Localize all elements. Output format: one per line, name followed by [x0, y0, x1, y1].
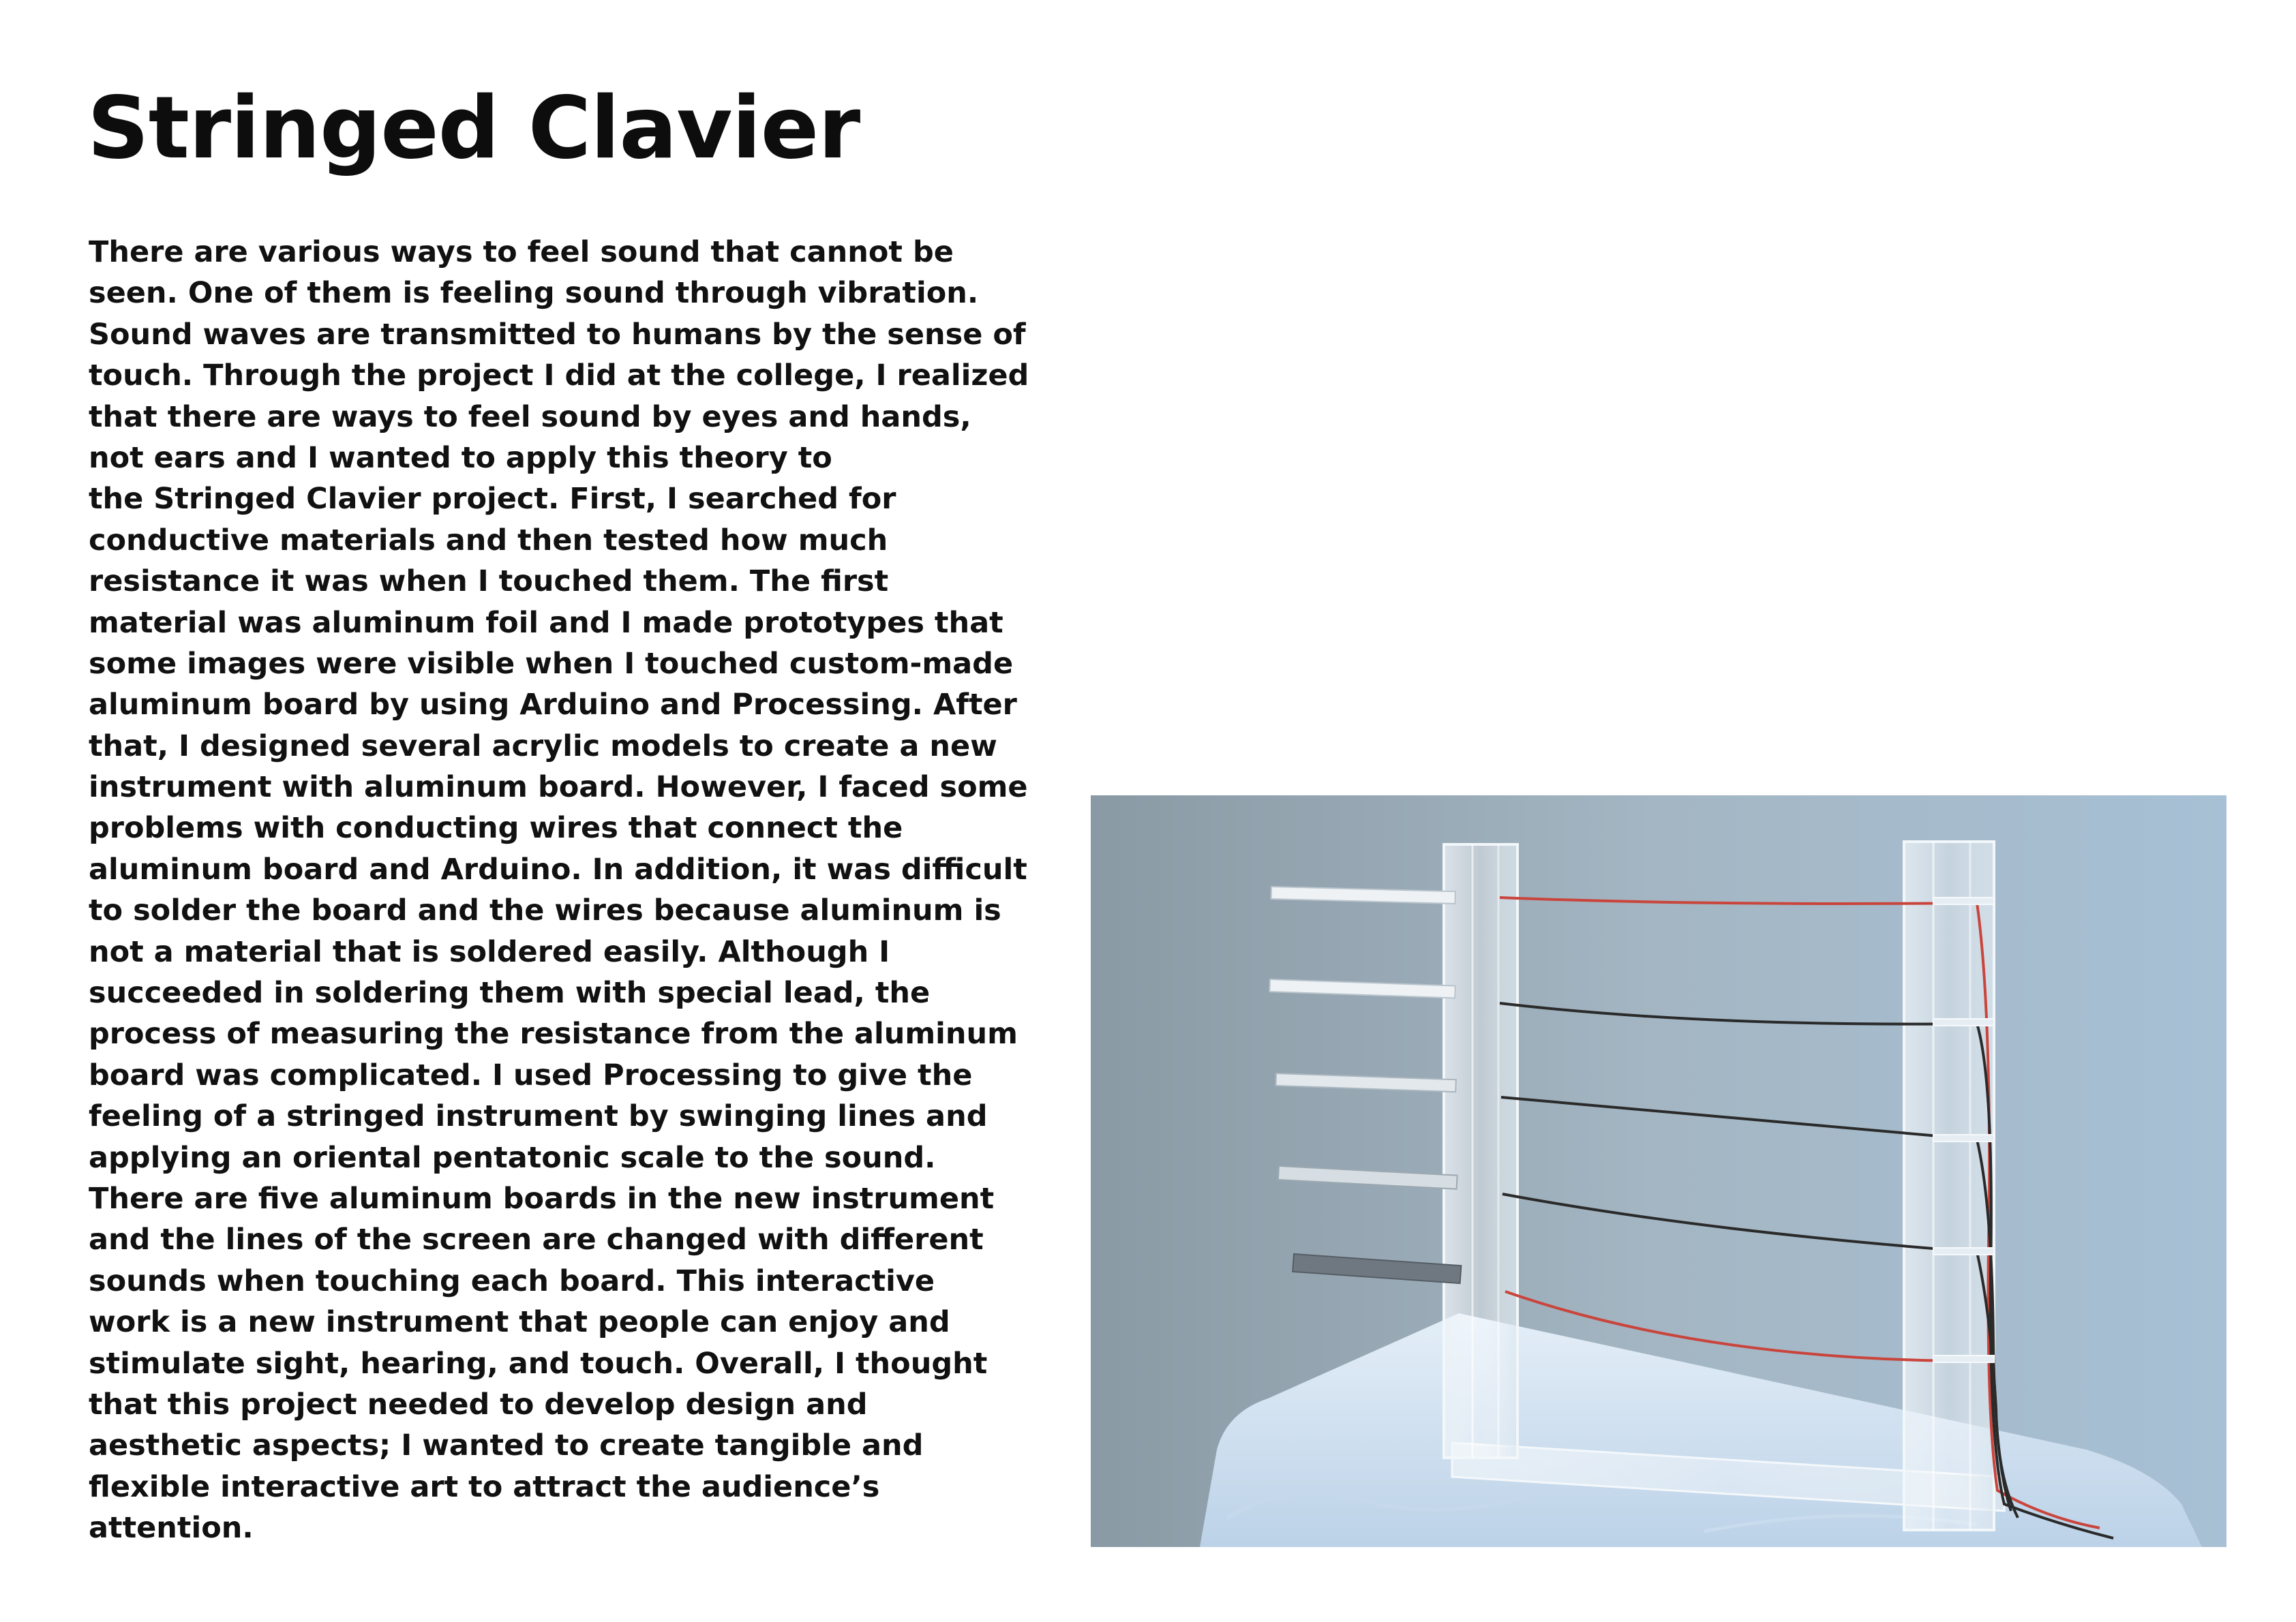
description-line: Sound waves are transmitted to humans by the sense of	[89, 317, 1026, 352]
description-line: aluminum board and Arduino. In addition, it was difficult	[89, 852, 1027, 887]
page-title: Stringed Clavier	[87, 78, 860, 178]
description-line: feeling of a stringed instrument by swinging lines and	[89, 1099, 988, 1134]
description-line: touch. Through the project I did at the college, I realized	[89, 358, 1029, 393]
description-line: that, I designed several acrylic models to create a new	[89, 729, 997, 763]
project-description	[89, 232, 1029, 1549]
description-line: some images were visible when I touched custom-made	[89, 646, 1014, 681]
description-line: There are various ways to feel sound that cannot be	[89, 235, 954, 269]
description-line: not ears and I wanted to apply this theory to	[89, 440, 832, 475]
description-line: to solder the board and the wires because aluminum is	[89, 893, 1001, 928]
description-line: seen. One of them is feeling sound through vibration.	[89, 276, 979, 311]
stringed-clavier-photo	[1091, 795, 2226, 1547]
description-line: problems with conducting wires that connect the	[89, 811, 903, 846]
description-line: and the lines of the screen are changed with different	[89, 1223, 984, 1257]
description-line: sounds when touching each board. This interactive	[89, 1264, 935, 1298]
description-line: conductive materials and then tested how much	[89, 523, 888, 557]
description-line: work is a new instrument that people can enjoy and	[89, 1305, 950, 1340]
description-line: process of measuring the resistance from the aluminum	[89, 1017, 1018, 1052]
project-photo	[1091, 795, 2226, 1547]
description-line: that this project needed to develop design and	[89, 1387, 868, 1422]
description-line: the Stringed Clavier project. First, I searched for	[89, 482, 896, 517]
description-line: applying an oriental pentatonic scale to the sound.	[89, 1140, 936, 1175]
description-line: aesthetic aspects; I wanted to create tangible and	[89, 1428, 924, 1463]
description-line: not a material that is soldered easily. Although I	[89, 934, 890, 969]
description-line: attention.	[89, 1511, 254, 1546]
description-line: material was aluminum foil and I made prototypes that	[89, 605, 1003, 640]
description-line: resistance it was when I touched them. The first	[89, 564, 889, 599]
description-line: succeeded in soldering them with special lead, the	[89, 976, 931, 1011]
description-line: There are five aluminum boards in the new instrument	[89, 1181, 995, 1216]
description-line: board was complicated. I used Processing to give the	[89, 1058, 973, 1092]
description-line: instrument with aluminum board. However, I faced some	[89, 770, 1028, 805]
description-line: aluminum board by using Arduino and Processing. After	[89, 688, 1017, 722]
description-line: stimulate sight, hearing, and touch. Overall, I thought	[89, 1346, 988, 1381]
description-line: flexible interactive art to attract the audience’s	[89, 1469, 880, 1504]
acrylic-left-column	[1444, 844, 1517, 1458]
description-line: that there are ways to feel sound by eyes and hands,	[89, 399, 971, 434]
